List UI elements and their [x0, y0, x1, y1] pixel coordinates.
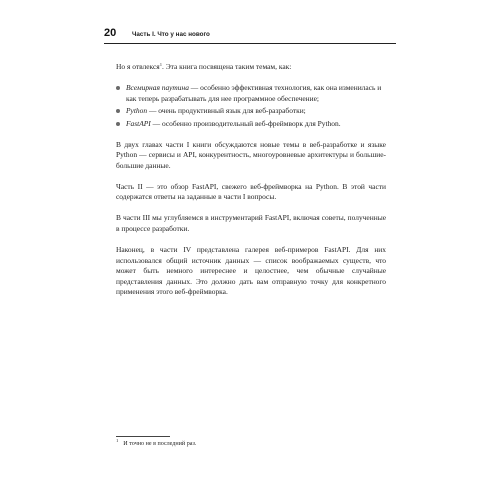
- body-paragraph: Наконец, в части IV представлена галерея веб-примеров FastAPI. Для них использовался общий источник данных — список воображаемых существ, что может быть немного интереснее и целостнее, чем обычные случайные представления данных. Это должно дать вам отправную точку для конкретного применения этого веб-фреймворка.: [116, 245, 386, 297]
- body-paragraph: В двух главах части I книги обсуждаются новые темы в веб-разработке и языке Python — сервисы и API, конкурентность, многоуровневые архитектуры и большие-большие данные.: [116, 139, 386, 170]
- list-item-term: Python: [126, 106, 148, 116]
- body-paragraph: В части III мы углубляемся в инструментарий FastAPI, включая советы, полученные в процессе разработки.: [116, 213, 386, 234]
- page-number: 20: [104, 27, 117, 39]
- topic-list: [116, 83, 386, 129]
- list-item-text: — очень продуктивный язык для веб-разработки;: [147, 106, 306, 116]
- list-item-text: — особенно производительный веб-фреймворк для Python.: [150, 118, 341, 128]
- list-item-text: — особенно эффективная технология, как она изменилась и как теперь разрабатывать для нее программное обеспечение;: [126, 83, 382, 103]
- footnote-reference: 1: [159, 62, 162, 67]
- footnote-text: И точно не в последний раз.: [123, 441, 197, 447]
- list-item: [116, 83, 386, 104]
- bullet-icon: [116, 109, 120, 113]
- footnote-mark: 1: [116, 438, 119, 443]
- list-item-term: Всемирная паутина: [126, 83, 189, 93]
- intro-paragraph: [116, 62, 386, 73]
- intro-text: Но я отвлекся: [116, 62, 160, 71]
- list-item: [116, 106, 386, 117]
- footnote: [116, 440, 386, 448]
- intro-rest: . Эта книга посвящена таким темам, как:: [161, 62, 292, 71]
- footnote-divider: [116, 436, 170, 437]
- list-item-term: FastAPI: [126, 118, 151, 128]
- running-title: Часть I. Что у нас нового: [132, 31, 210, 38]
- body-paragraph: Часть II — это обзор FastAPI, свежего веб-фреймворка на Python. В этой части содержатся ответы на заданные в части I вопросы.: [116, 181, 386, 202]
- running-header: [104, 27, 396, 44]
- bullet-icon: [116, 86, 120, 90]
- list-item: [116, 119, 386, 130]
- main-text: [116, 62, 386, 308]
- bullet-icon: [116, 122, 120, 126]
